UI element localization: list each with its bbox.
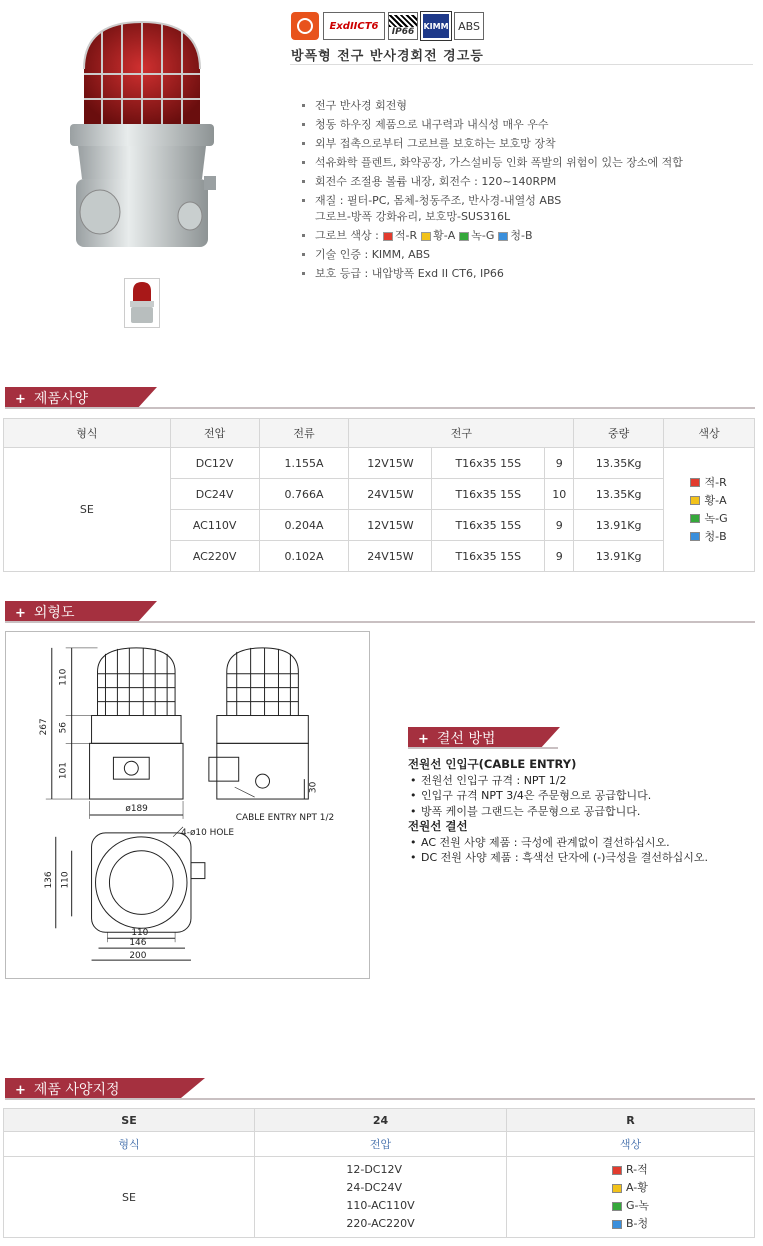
wiring-instructions	[408, 757, 708, 866]
dim-label: 110	[131, 928, 149, 939]
color-red: 적-R	[394, 229, 418, 242]
dimension-drawing	[5, 631, 370, 979]
color-option: B-청	[625, 1217, 649, 1230]
plus-icon: +	[15, 392, 26, 407]
order-model: SE	[4, 1157, 255, 1238]
green-swatch-icon	[612, 1202, 622, 1211]
amber-swatch-icon	[690, 496, 700, 505]
voltage-option: 110-AC110V	[346, 1199, 415, 1212]
green-swatch-icon	[459, 232, 469, 241]
color-option: R-적	[625, 1163, 648, 1176]
order-voltages	[255, 1157, 507, 1238]
order-label: 형식	[4, 1132, 255, 1157]
col-header: 전압	[170, 419, 259, 448]
wiring-heading: 전원선 인입구(CABLE ENTRY)	[408, 757, 577, 771]
bulb-type-cell: T16x35 15S	[432, 541, 545, 572]
wiring-item: • 전원선 인입구 규격 : NPT 1/2	[408, 773, 708, 789]
bulb-type-cell: T16x35 15S	[432, 479, 545, 510]
order-label: 색상	[507, 1132, 755, 1157]
color-label: 적-R	[704, 475, 727, 489]
bulb-cell: 12V15W	[349, 510, 432, 541]
dim-label: ø189	[125, 803, 148, 814]
product-title: 방폭형 전구 반사경회전 경고등	[291, 49, 484, 64]
col-header: 전류	[259, 419, 349, 448]
badge-ip66	[388, 12, 418, 40]
section-header-spec	[5, 387, 157, 407]
feature-item: 전구 반사경 회전형	[302, 96, 683, 115]
voltage-option: 220-AC220V	[346, 1217, 415, 1230]
product-image	[62, 14, 222, 254]
bulb-qty-cell: 9	[545, 510, 574, 541]
voltage-cell: AC220V	[170, 541, 259, 572]
model-cell: SE	[4, 448, 171, 572]
weight-cell: 13.91Kg	[574, 510, 664, 541]
section-divider	[5, 1098, 755, 1100]
order-label: 전압	[255, 1132, 507, 1157]
feature-item: 외부 접촉으로부터 그로브를 보호하는 보호망 장착	[302, 134, 683, 153]
explosion-proof-logo-icon	[290, 12, 320, 40]
dim-label: 101	[58, 762, 69, 780]
bulb-type-cell: T16x35 15S	[432, 448, 545, 479]
plus-icon: +	[418, 732, 429, 747]
bulb-type-cell: T16x35 15S	[432, 510, 545, 541]
section-divider	[5, 407, 755, 409]
cert-badges	[290, 12, 484, 40]
weight-cell: 13.91Kg	[574, 541, 664, 572]
voltage-cell: DC12V	[170, 448, 259, 479]
current-cell: 0.766A	[259, 479, 349, 510]
blue-swatch-icon	[612, 1220, 622, 1229]
color-label: 녹-G	[704, 511, 728, 525]
feature-item: 청동 하우징 제품으로 내구력과 내식성 매우 우수	[302, 115, 683, 134]
weight-cell: 13.35Kg	[574, 448, 664, 479]
feature-item: 석유화학 플렌트, 화약공장, 가스설비등 인화 폭발의 위험이 있는 장소에 적합	[302, 153, 683, 172]
color-label: 청-B	[704, 529, 727, 543]
feature-item: 회전수 조절용 볼륨 내장, 회전수 : 120~140RPM	[302, 172, 683, 191]
voltage-cell: DC24V	[170, 479, 259, 510]
material-line2: 그로브-방폭 강화유리, 보호망-SUS316L	[315, 210, 511, 223]
blue-swatch-icon	[498, 232, 508, 241]
colors-cell	[664, 448, 755, 572]
section-title: 제품사양	[33, 391, 89, 407]
material-line1: 재질 : 필터-PC, 몸체-청동주조, 반사경-내열성 ABS	[315, 194, 562, 207]
dim-label: 267	[38, 718, 49, 736]
badge-abs: ABS	[454, 12, 484, 40]
wiring-item: • AC 전원 사양 제품 : 극성에 관계없이 결선하십시오.	[408, 835, 708, 851]
blue-swatch-icon	[690, 532, 700, 541]
dim-label: 146	[129, 938, 147, 949]
order-code: 24	[255, 1109, 507, 1132]
globe-colors-label: 그로브 색상 :	[315, 229, 379, 242]
feature-list	[302, 96, 683, 283]
table-row	[4, 448, 755, 479]
order-code: R	[507, 1109, 755, 1132]
section-header-dims	[5, 601, 157, 621]
dim-label: 110	[60, 871, 71, 889]
section-header-wiring	[408, 727, 560, 747]
wiring-item: • 인입구 규격 NPT 3/4은 주문형으로 공급합니다.	[408, 788, 708, 804]
bulb-qty-cell: 10	[545, 479, 574, 510]
col-header: 색상	[664, 419, 755, 448]
hole-label: 4-ø10 HOLE	[181, 827, 235, 838]
title-divider	[290, 64, 753, 65]
color-blue: 청-B	[510, 229, 533, 242]
color-option: G-녹	[625, 1199, 650, 1212]
current-cell: 0.102A	[259, 541, 349, 572]
bulb-cell: 12V15W	[349, 448, 432, 479]
amber-swatch-icon	[612, 1184, 622, 1193]
wiring-heading: 전원선 결선	[408, 819, 468, 833]
dim-label: 200	[129, 951, 147, 962]
section-divider	[5, 621, 755, 623]
bulb-cell: 24V15W	[349, 541, 432, 572]
bulb-cell: 24V15W	[349, 479, 432, 510]
dim-label: 136	[43, 871, 54, 889]
amber-swatch-icon	[421, 232, 431, 241]
feature-colors	[302, 226, 683, 245]
wiring-item: • DC 전원 사양 제품 : 흑색선 단자에 (-)극성을 결선하십시오.	[408, 850, 708, 866]
current-cell: 0.204A	[259, 510, 349, 541]
feature-item: 보호 등급 : 내압방폭 Exd II CT6, IP66	[302, 264, 683, 283]
current-cell: 1.155A	[259, 448, 349, 479]
badge-ip66-label: IP66	[391, 27, 415, 37]
wiring-item: • 방폭 케이블 그랜드는 주문형으로 공급합니다.	[408, 804, 708, 820]
bulb-qty-cell: 9	[545, 541, 574, 572]
product-thumbnail[interactable]	[124, 278, 160, 328]
color-option: A-황	[625, 1181, 648, 1194]
order-table	[3, 1108, 755, 1238]
col-header: 중량	[574, 419, 664, 448]
voltage-option: 24-DC24V	[346, 1181, 402, 1194]
color-amber: 황-A	[433, 229, 456, 242]
badge-exd: ExdIICT6	[323, 12, 385, 40]
order-code: SE	[4, 1109, 255, 1132]
feature-item: 기술 인증 : KIMM, ABS	[302, 245, 683, 264]
plus-icon: +	[15, 606, 26, 621]
red-swatch-icon	[612, 1166, 622, 1175]
feature-material	[302, 191, 683, 226]
order-colors	[507, 1157, 755, 1238]
section-title: 외형도	[33, 605, 75, 621]
green-swatch-icon	[690, 514, 700, 523]
plus-icon: +	[15, 1083, 26, 1098]
dim-label: 30	[308, 781, 319, 794]
weight-cell: 13.35Kg	[574, 479, 664, 510]
dim-label: 110	[58, 668, 69, 686]
cable-entry-label: CABLE ENTRY NPT 1/2	[235, 812, 335, 823]
color-green: 녹-G	[471, 229, 495, 242]
section-divider	[408, 747, 558, 749]
color-label: 황-A	[704, 493, 727, 507]
section-title: 결선 방법	[436, 731, 496, 747]
section-title: 제품 사양지정	[33, 1082, 120, 1098]
col-header: 형식	[4, 419, 171, 448]
spec-table	[3, 418, 755, 572]
dim-label: 56	[58, 722, 69, 734]
red-swatch-icon	[690, 478, 700, 487]
section-header-order	[5, 1078, 205, 1098]
bulb-qty-cell: 9	[545, 448, 574, 479]
col-header: 전구	[349, 419, 574, 448]
voltage-cell: AC110V	[170, 510, 259, 541]
voltage-option: 12-DC12V	[346, 1163, 402, 1176]
badge-kimm: KIMM	[421, 12, 451, 40]
red-swatch-icon	[383, 232, 393, 241]
